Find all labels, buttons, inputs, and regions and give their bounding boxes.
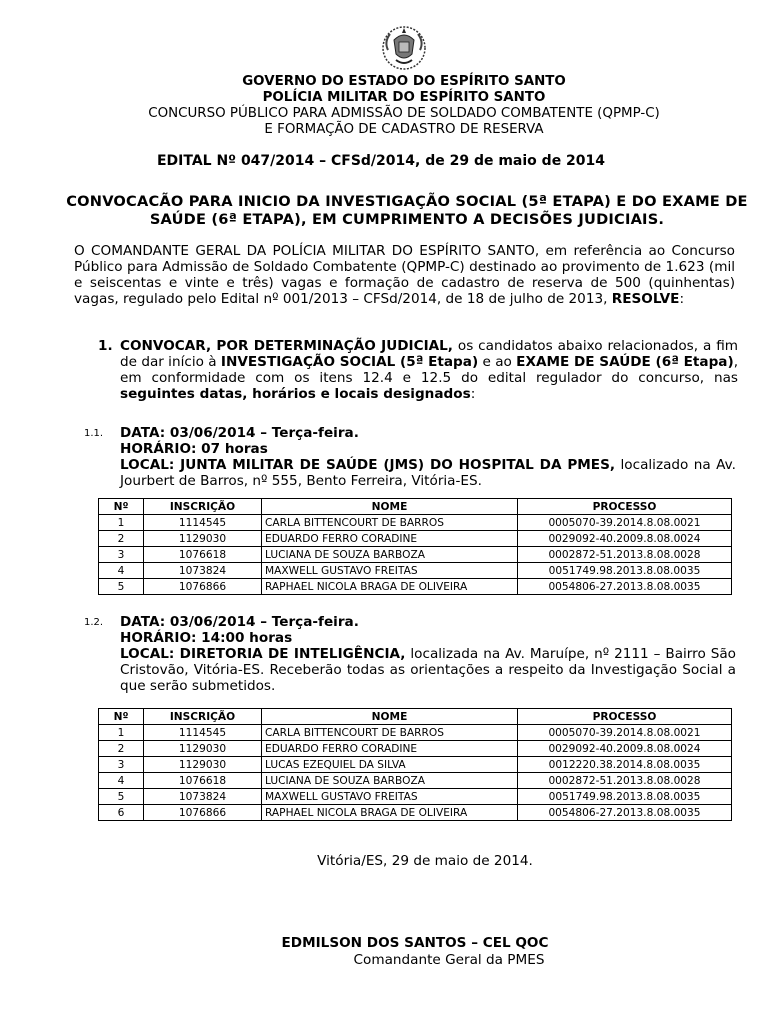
- subitem-1-2-time: HORÁRIO: 14:00 horas: [120, 630, 293, 646]
- col-processo: PROCESSO: [518, 499, 732, 515]
- table-row: 2 1129030 EDUARDO FERRO CORADINE 0029092-40.2009.8.08.0024: [99, 741, 732, 757]
- coat-of-arms-icon: [380, 24, 428, 72]
- subitem-1-1: [84, 425, 736, 489]
- document-title: CONVOCACÃO PARA INICIO DA INVESTIGAÇÃO SOCIAL (5ª ETAPA) E DO EXAME DE SAÚDE (6ª ETAPA), EM CUMPRIMENTO A DECISÕES JUDICIAIS.: [66, 193, 748, 228]
- table-row: 5 1073824 MAXWELL GUSTAVO FREITAS 0051749.98.2013.8.08.0035: [99, 789, 732, 805]
- table-header-row: [99, 709, 732, 725]
- table-row: 4 1073824 MAXWELL GUSTAVO FREITAS 0051749.98.2013.8.08.0035: [99, 563, 732, 579]
- subitem-1-1-time: HORÁRIO: 07 horas: [120, 441, 268, 457]
- item-1-number: 1.: [98, 338, 113, 354]
- table-row: 2 1129030 EDUARDO FERRO CORADINE 0029092-40.2009.8.08.0024: [99, 531, 732, 547]
- table-row: 6 1076866 RAPHAEL NICOLA BRAGA DE OLIVEIRA 0054806-27.2013.8.08.0035: [99, 805, 732, 821]
- col-num: Nº: [99, 499, 144, 515]
- subitem-1-2-local: LOCAL: DIRETORIA DE INTELIGÊNCIA, localizada na Av. Maruípe, nº 2111 – Bairro São Cristovão, Vitória-ES. Receberão todas as orientações a respeito da Investigação Social a que serão submetidos.: [120, 646, 736, 694]
- header-police: POLÍCIA MILITAR DO ESPÍRITO SANTO: [262, 90, 546, 105]
- subitem-1-1-number: 1.1.: [84, 428, 104, 439]
- header-reserve: E FORMAÇÃO DE CADASTRO DE RESERVA: [264, 122, 544, 137]
- table-header-row: [99, 499, 732, 515]
- col-processo: PROCESSO: [518, 709, 732, 725]
- table-row: 3 1076618 LUCIANA DE SOUZA BARBOZA 0002872-51.2013.8.08.0028: [99, 547, 732, 563]
- intro-paragraph: O COMANDANTE GERAL DA POLÍCIA MILITAR DO ESPÍRITO SANTO, em referência ao Concurso Público para Admissão de Soldado Combatente (QPMP-C) destinado ao provimento de 1.623 (mil e seiscentas e vinte e três) vagas e formação de cadastro de reserva de 500 (quinhentas) vagas, regulado pelo Edital nº 001/2013 – CFSd/2014, de 18 de julho de 2013, RESOLVE:: [74, 243, 735, 307]
- col-inscricao: INSCRIÇÃO: [144, 709, 262, 725]
- col-nome: NOME: [262, 709, 518, 725]
- subitem-1-2-number: 1.2.: [84, 617, 104, 628]
- subitem-1-1-local: LOCAL: JUNTA MILITAR DE SAÚDE (JMS) DO HOSPITAL DA PMES, localizado na Av. Jourbert de Barros, nº 555, Bento Ferreira, Vitória-ES.: [120, 457, 736, 489]
- table-row: 5 1076866 RAPHAEL NICOLA BRAGA DE OLIVEIRA 0054806-27.2013.8.08.0035: [99, 579, 732, 595]
- edital-title: EDITAL Nº 047/2014 – CFSd/2014, de 29 de maio de 2014: [156, 153, 606, 169]
- place-and-date: Vitória/ES, 29 de maio de 2014.: [317, 853, 533, 869]
- signatory-name: EDMILSON DOS SANTOS – CEL QOC: [281, 935, 549, 951]
- subitem-1-2: [84, 614, 736, 694]
- col-nome: NOME: [262, 499, 518, 515]
- subitem-1-1-date: DATA: 03/06/2014 – Terça-feira.: [120, 425, 359, 441]
- col-num: Nº: [99, 709, 144, 725]
- header-government: GOVERNO DO ESTADO DO ESPÍRITO SANTO: [242, 74, 566, 89]
- item-1-paragraph: 1. CONVOCAR, POR DETERMINAÇÃO JUDICIAL, os candidatos abaixo relacionados, a fim de dar início à INVESTIGAÇÃO SOCIAL (5ª Etapa) e ao EXAME DE SAÚDE (6ª Etapa), em conformidade com os itens 12.4 e 12.5 do edital regulador do concurso, nas seguintes datas, horários e locais designados:: [98, 338, 739, 402]
- table-row: 1 1114545 CARLA BITTENCOURT DE BARROS 0005070-39.2014.8.08.0021: [99, 725, 732, 741]
- table-row: 1 1114545 CARLA BITTENCOURT DE BARROS 0005070-39.2014.8.08.0021: [99, 515, 732, 531]
- signatory-role: Comandante Geral da PMES: [353, 952, 545, 968]
- candidates-table-1: [98, 498, 732, 595]
- col-inscricao: INSCRIÇÃO: [144, 499, 262, 515]
- candidates-table-2: [98, 708, 732, 821]
- header-contest: CONCURSO PÚBLICO PARA ADMISSÃO DE SOLDADO COMBATENTE (QPMP-C): [148, 106, 660, 121]
- table-row: 3 1129030 LUCAS EZEQUIEL DA SILVA 0012220.38.2014.8.08.0035: [99, 757, 732, 773]
- subitem-1-2-date: DATA: 03/06/2014 – Terça-feira.: [120, 614, 359, 630]
- table-row: 4 1076618 LUCIANA DE SOUZA BARBOZA 0002872-51.2013.8.08.0028: [99, 773, 732, 789]
